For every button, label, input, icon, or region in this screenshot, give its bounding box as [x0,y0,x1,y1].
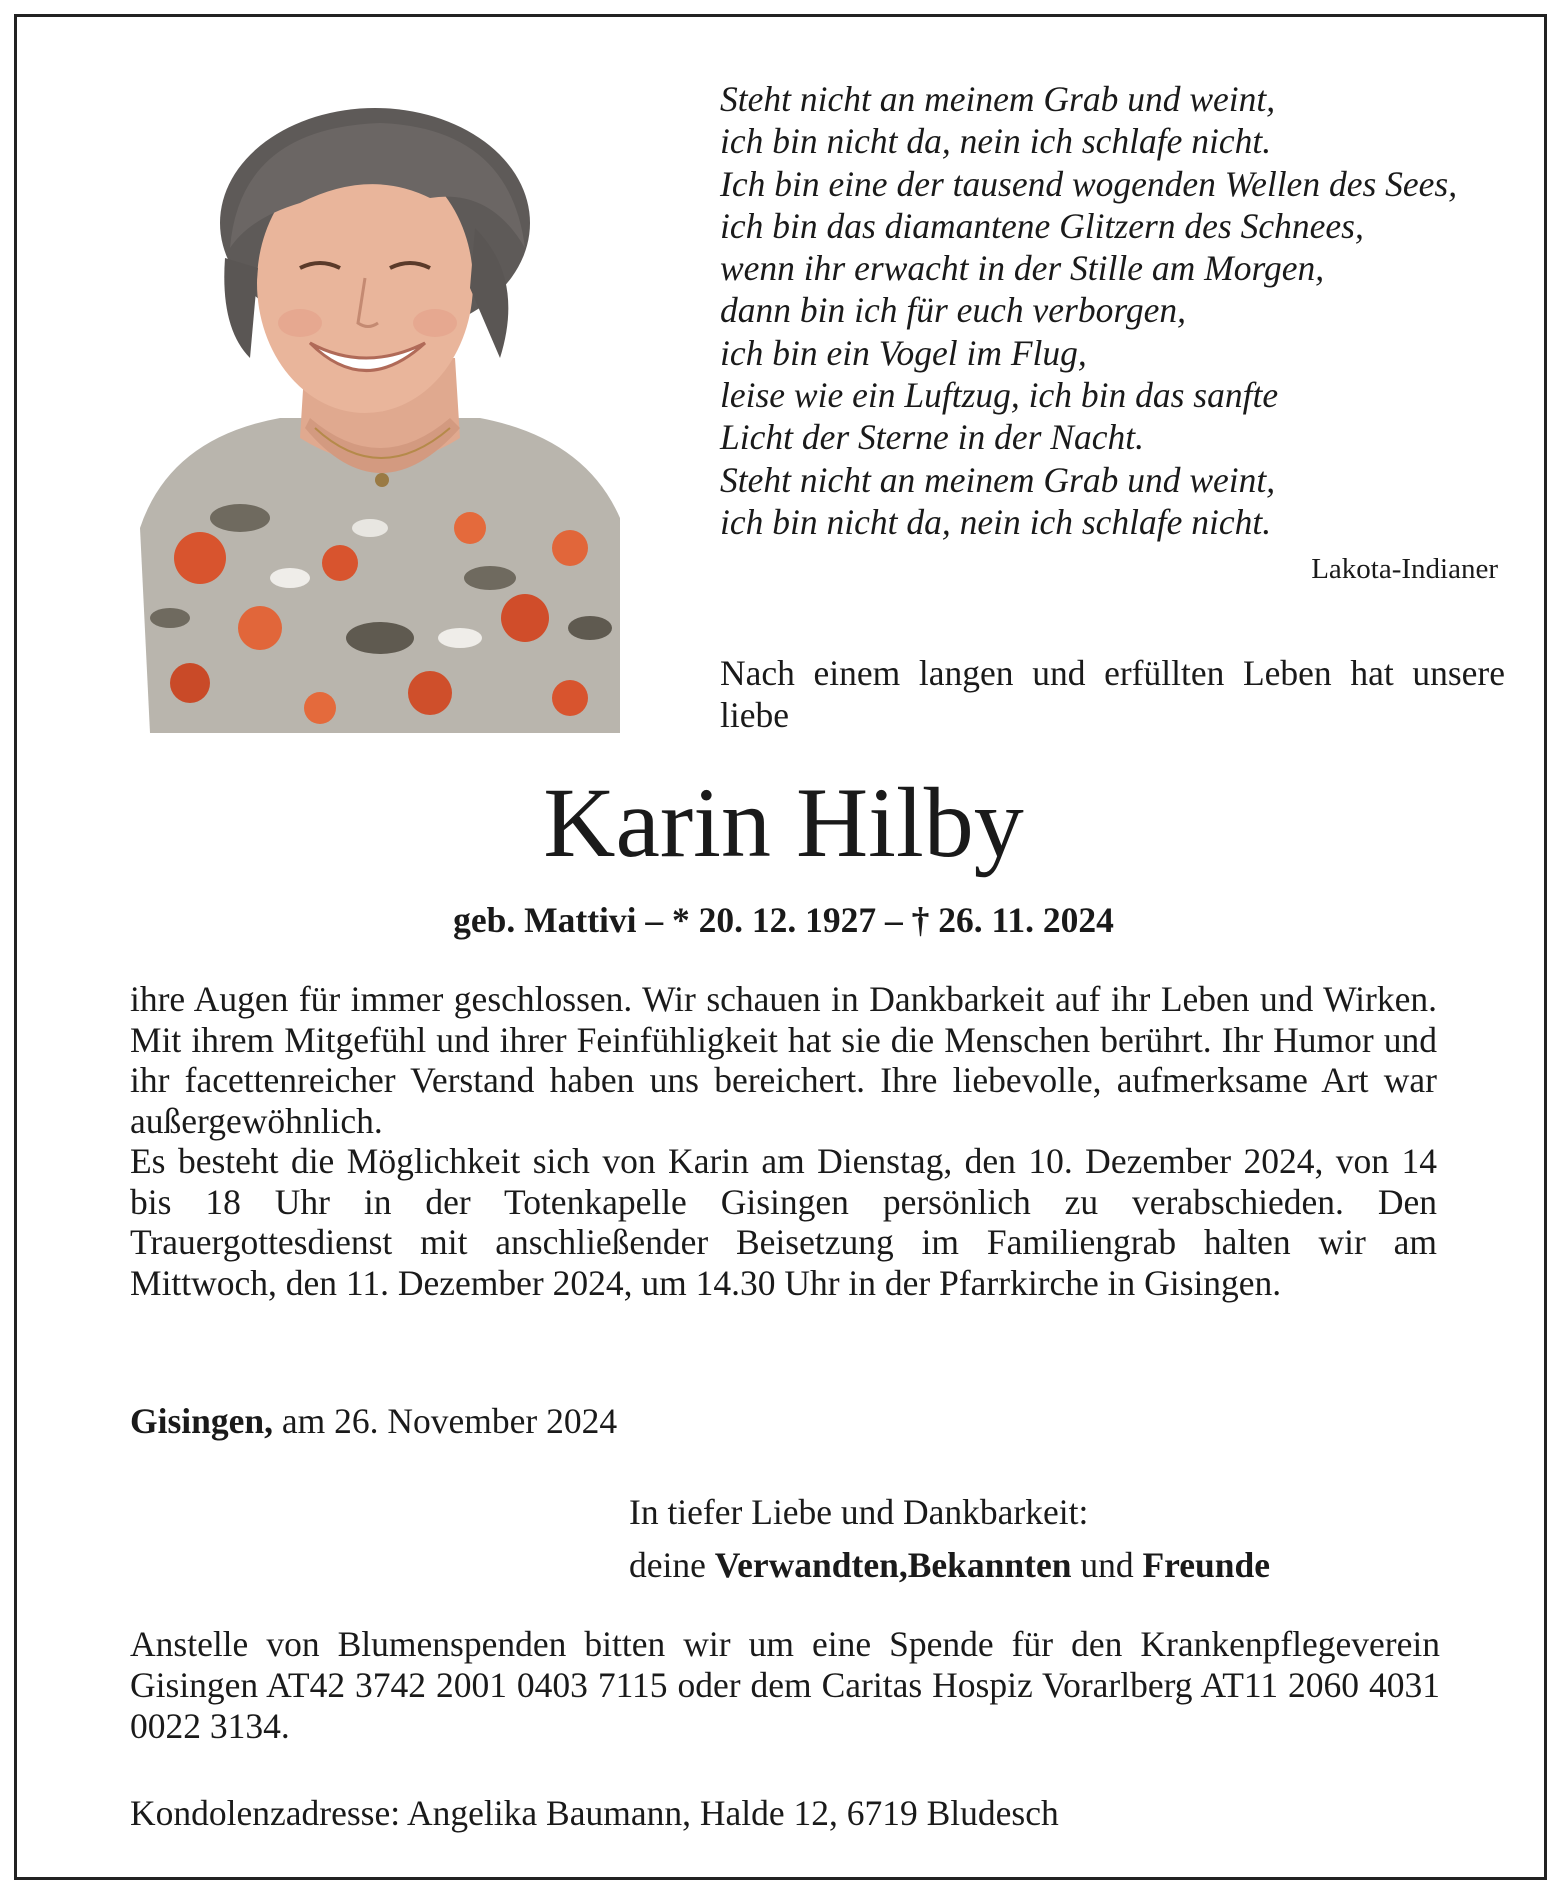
intro-text: Nach einem langen und erfüllten Leben hat unsere liebe [720,653,1505,735]
poem-line: leise wie ein Luftzug, ich bin das sanfte [720,375,1279,416]
birth-death-dates: geb. Mattivi – * 20. 12. 1927 – † 26. 11. 2024 [453,900,1114,940]
poem-line: Licht der Sterne in der Nacht. [720,417,1144,458]
body-paragraph: Es besteht die Möglichkeit sich von Karin am Dienstag, den 10. Dezember 2024, von 14 bis 18 Uhr in der Totenkapelle Gisingen persönlich zu verabschieden. Den Trauergottesdienst mit anschließender Beisetzung im Familiengrab halten wir am Mittwoch, den 11. Dezember 2024, um 14.30 Uhr in der Pfarrkirche in Gisingen. [130,1141,1437,1303]
poem-line: Ich bin eine der tausend wogenden Wellen des Sees, [720,163,1458,204]
signatory-group: Bekannten [907,1545,1072,1585]
announcement-body [130,979,1437,1303]
signatories-conjunction: und [1071,1545,1143,1585]
poem-line: ich bin nicht da, nein ich schlafe nicht. [720,121,1272,162]
poem [720,78,1500,543]
poem-line: ich bin nicht da, nein ich schlafe nicht. [720,501,1272,542]
closing-signature [629,1486,1439,1592]
poem-source: Lakota-Indianer [1311,553,1498,585]
poem-line: Steht nicht an meinem Grab und weint, [720,459,1276,500]
place-date [130,1399,617,1443]
poem-line: Steht nicht an meinem Grab und weint, [720,79,1276,119]
poem-line: ich bin das diamantene Glitzern des Schnees, [720,205,1364,246]
closing-line: In tiefer Liebe und Dankbarkeit: [629,1492,1089,1532]
place: Gisingen, [130,1401,274,1441]
deceased-name: Karin Hilby [543,767,1024,878]
body-paragraph: ihre Augen für immer geschlossen. Wir schauen in Dankbarkeit auf ihr Leben und Wirken. Mit ihrem Mitgefühl und ihrer Feinfühligkeit hat sie die Menschen berührt. Ihr Humor und ihr facettenreicher Verstand haben uns bereichert. Ihre liebevolle, aufmerksame Art war außergewöhnlich. [130,979,1437,1141]
donation-note: Anstelle von Blumenspenden bitten wir um eine Spende für den Krankenpflegeverein Gisingen AT42 3742 2001 0403 7115 oder dem Caritas Hospiz Vorarlberg AT11 2060 4031 0022 3134. [130,1624,1440,1746]
signatories-prefix: deine [629,1545,715,1585]
poem-line: wenn ihr erwacht in der Stille am Morgen, [720,248,1325,289]
signatory-group: Freunde [1142,1545,1271,1585]
portrait-photo [130,108,620,733]
signatory-group: Verwandten, [714,1545,908,1585]
portrait-photo-icon [130,108,620,733]
poem-line: dann bin ich für euch verborgen, [720,290,1187,331]
date: am 26. November 2024 [273,1401,618,1441]
condolence-address: Kondolenzadresse: Angelika Baumann, Halde 12, 6719 Bludesch [130,1793,1059,1833]
poem-line: ich bin ein Vogel im Flug, [720,332,1087,373]
signatories [629,1539,1439,1592]
